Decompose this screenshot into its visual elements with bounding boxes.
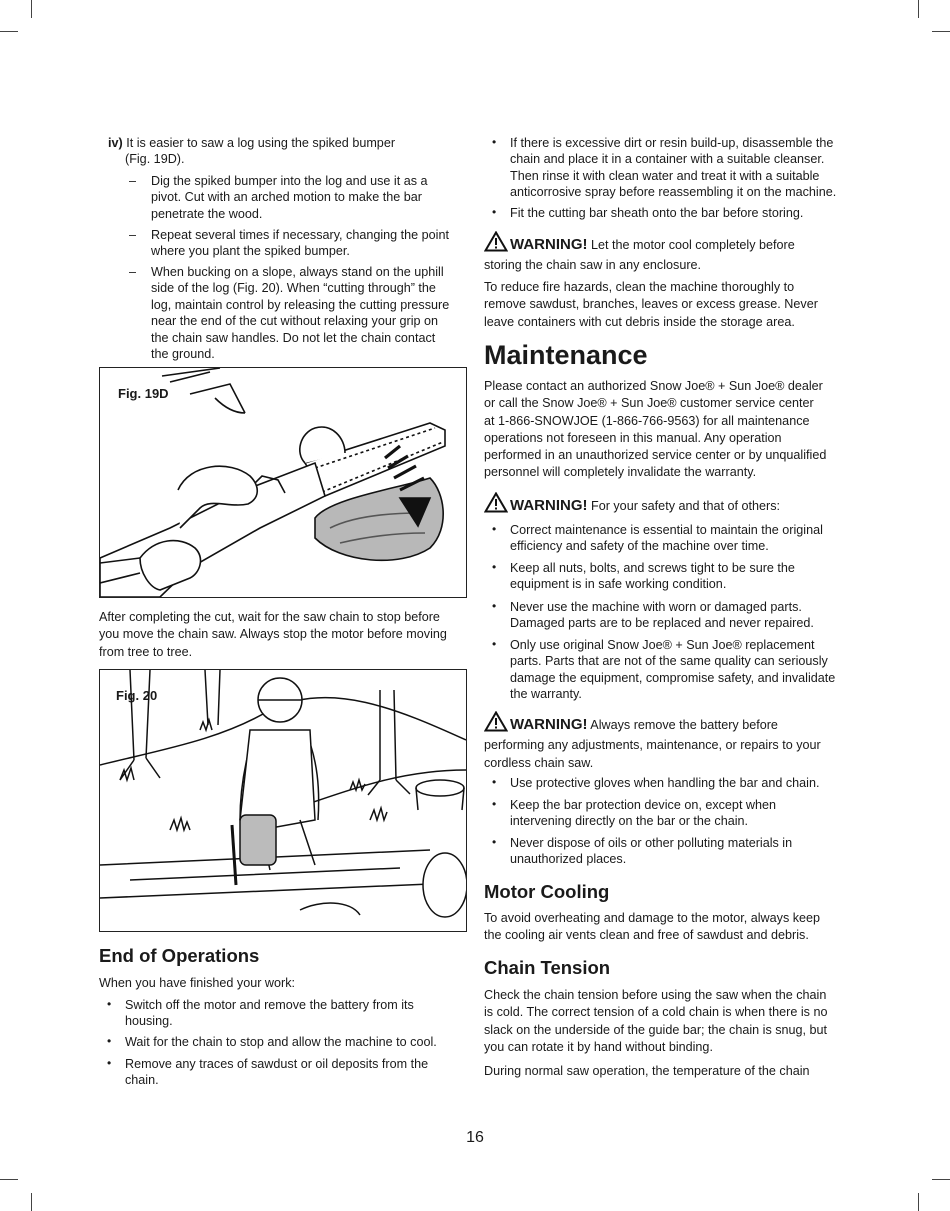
text-line: from tree to tree.: [99, 644, 193, 659]
crop-mark: [918, 0, 919, 18]
chainsaw-bucking-illustration: [100, 368, 466, 597]
bullet-glyph: •: [492, 835, 497, 849]
dash-line: penetrate the wood.: [151, 206, 263, 221]
text-line: operations not foreseen in this manual. Any operation: [484, 430, 782, 445]
step-number: iv): [108, 136, 123, 150]
bullet-line: unauthorized places.: [510, 852, 627, 867]
bullet-line: Remove any traces of sawdust or oil deposits from the: [125, 1057, 429, 1071]
maintenance-bullet: [492, 560, 860, 593]
text-line: leave containers with cut debris inside the storage area.: [484, 314, 795, 329]
step-iv: [108, 135, 476, 168]
crop-mark: [932, 31, 950, 32]
motor-cooling-heading: Motor Cooling: [484, 881, 610, 902]
dash-line: the ground.: [151, 347, 215, 362]
bullet-line: damage the equipment, compromise safety, and invalidate: [510, 670, 836, 685]
maintenance-heading: Maintenance: [484, 340, 648, 370]
warning-text: Let the motor cool completely before: [587, 238, 795, 252]
bullet-glyph: •: [107, 1034, 112, 1048]
bullet-glyph: •: [492, 797, 497, 811]
bullet-line: Keep the bar protection device on, except when: [510, 798, 777, 812]
bullet-line: equipment is in safe working condition.: [510, 577, 727, 592]
dash-item: [129, 264, 471, 362]
text-line: at 1-866-SNOWJOE (1-866-766-9563) for all maintenance: [484, 413, 810, 428]
text-line: or call the Snow Joe® + Sun Joe® customer service center: [484, 396, 814, 411]
crop-mark: [31, 1193, 32, 1211]
battery-bullet: [492, 775, 860, 791]
warning-label: WARNING!: [510, 236, 588, 253]
bullet-glyph: •: [492, 775, 497, 789]
text-line: is cold. The correct tension of a cold chain is when there is no: [484, 1005, 828, 1020]
normal-operation-paragraph: During normal saw operation, the temperature of the chain: [484, 1064, 810, 1078]
end-of-operations-heading: End of Operations: [99, 945, 260, 966]
text-line: performed in an unauthorized service center or by unqualified: [484, 448, 827, 463]
end-bullet: [107, 1056, 470, 1089]
dash-line: where you plant the spiked bumper.: [151, 244, 350, 259]
warning-text: Always remove the battery before: [587, 718, 778, 732]
bullet-glyph: •: [492, 522, 497, 536]
bullet-glyph: •: [107, 1056, 112, 1070]
maintenance-paragraph: [484, 378, 856, 482]
bullet-line: chain and place it in a container with a suitable cleanser.: [510, 152, 825, 167]
chain-tension-heading: Chain Tension: [484, 957, 611, 978]
end-bullet: [107, 997, 470, 1030]
warning-block: [484, 231, 856, 275]
storage-bullet: [492, 205, 860, 221]
text-line: remove sawdust, branches, leaves or excess grease. Never: [484, 297, 818, 312]
maintenance-bullet: [492, 522, 860, 555]
bullet-line: Use protective gloves when handling the bar and chain.: [510, 776, 820, 790]
dash-line: the chain saw handles. Do not let the chain contact: [151, 330, 436, 345]
bullet-line: Never dispose of oils or other polluting materials in: [510, 836, 793, 850]
text-line: To avoid overheating and damage to the motor, always keep: [484, 911, 821, 925]
warning-label: WARNING!: [510, 716, 588, 733]
bullet-line: housing.: [125, 1014, 173, 1029]
warning-triangle-icon: [484, 711, 508, 737]
bullet-glyph: •: [107, 997, 112, 1011]
warning-text: cordless chain saw.: [484, 755, 594, 770]
battery-bullet: [492, 835, 860, 868]
bullet-glyph: •: [492, 560, 497, 574]
warning-label: WARNING!: [510, 497, 588, 514]
bullet-line: Damaged parts are to be replaced and never repaired.: [510, 616, 814, 631]
dash-line: Repeat several times if necessary, changing the point: [151, 228, 449, 242]
warning-block: [484, 492, 856, 518]
step-text-cont: (Fig. 19D).: [125, 152, 185, 167]
battery-bullet: [492, 797, 860, 830]
dash-line: pivot. Cut with an arched motion to make the bar: [151, 190, 422, 205]
bullet-line: intervening directly on the bar or the chain.: [510, 814, 749, 829]
maintenance-bullet: [492, 599, 860, 632]
figure-label: Fig. 19D: [118, 386, 169, 401]
bullet-line: If there is excessive dirt or resin build-up, disassemble the: [510, 136, 834, 150]
bullet-line: Then rinse it with clean water and treat it with a suitable: [510, 168, 820, 183]
crop-mark: [0, 31, 18, 32]
crop-mark: [918, 1193, 919, 1211]
dash-item: [129, 173, 471, 222]
text-line: you can rotate it by hand without binding.: [484, 1039, 713, 1054]
dash-mark: –: [129, 228, 137, 242]
end-bullet: [107, 1034, 470, 1050]
text-line: Check the chain tension before using the saw when the chain: [484, 988, 827, 1002]
bullet-line: Never use the machine with worn or damaged parts.: [510, 600, 802, 614]
crop-mark: [0, 1179, 18, 1180]
text-line: To reduce fire hazards, clean the machine thoroughly to: [484, 280, 795, 294]
bullet-glyph: •: [492, 599, 497, 613]
text-line: slack on the underside of the guide bar; the chain is snug, but: [484, 1022, 828, 1037]
warning-text: For your safety and that of others:: [587, 499, 781, 513]
operator-on-slope-illustration: [100, 670, 466, 931]
figure-label: Fig. 20: [116, 688, 158, 703]
fire-hazard-paragraph: [484, 279, 856, 331]
maintenance-bullet: [492, 637, 860, 703]
text-line: you move the chain saw. Always stop the motor before moving: [99, 627, 447, 642]
dash-mark: –: [129, 174, 137, 188]
after-cut-paragraph: [99, 609, 471, 661]
bullet-glyph: •: [492, 135, 497, 149]
storage-bullet: [492, 135, 860, 201]
bullet-line: Keep all nuts, bolts, and screws tight to be sure the: [510, 561, 795, 575]
bullet-glyph: •: [492, 205, 497, 219]
dash-item: [129, 227, 471, 260]
end-intro: When you have finished your work:: [99, 976, 296, 990]
dash-line: log, maintain control by releasing the cutting pressure: [151, 297, 450, 312]
text-line: After completing the cut, wait for the saw chain to stop before: [99, 610, 440, 624]
dash-line: near the end of the cut without relaxing your grip on: [151, 314, 439, 329]
bullet-line: Correct maintenance is essential to maintain the original: [510, 523, 823, 537]
bullet-line: parts. Parts that are not of the same quality can seriously: [510, 654, 828, 669]
warning-text: performing any adjustments, maintenance, or repairs to your: [484, 738, 821, 753]
motor-cooling-paragraph: [484, 910, 856, 945]
text-line: personnel will completely invalidate the warranty.: [484, 465, 757, 480]
warning-triangle-icon: [484, 231, 508, 257]
warning-text: storing the chain saw in any enclosure.: [484, 258, 702, 273]
figure-19d: [99, 367, 467, 598]
bullet-line: Switch off the motor and remove the battery from its: [125, 998, 414, 1012]
bullet-glyph: •: [492, 637, 497, 651]
text-line: the cooling air vents clean and free of sawdust and debris.: [484, 928, 809, 943]
warning-triangle-icon: [484, 492, 508, 518]
dash-line: When bucking on a slope, always stand on the uphill: [151, 265, 444, 279]
crop-mark: [31, 0, 32, 18]
page-number: 16: [466, 1129, 484, 1146]
bullet-line: Only use original Snow Joe® + Sun Joe® replacement: [510, 638, 815, 652]
dash-mark: –: [129, 265, 137, 279]
step-text: It is easier to saw a log using the spiked bumper: [126, 136, 396, 150]
bullet-line: Fit the cutting bar sheath onto the bar before storing.: [510, 206, 804, 220]
bullet-line: anticorrosive spray before reassembling it on the machine.: [510, 185, 837, 200]
dash-line: Dig the spiked bumper into the log and use it as a: [151, 174, 428, 188]
bullet-line: efficiency and safety of the machine over time.: [510, 539, 769, 554]
text-line: Please contact an authorized Snow Joe® + Sun Joe® dealer: [484, 379, 823, 393]
bullet-line: Wait for the chain to stop and allow the machine to cool.: [125, 1035, 437, 1049]
bullet-line: chain.: [125, 1073, 159, 1088]
chain-tension-paragraph: [484, 987, 856, 1056]
dash-line: side of the log (Fig. 20). When “cutting through” the: [151, 281, 436, 296]
bullet-line: the warranty.: [510, 687, 582, 702]
crop-mark: [932, 1179, 950, 1180]
warning-block: [484, 711, 856, 772]
figure-20: [99, 669, 467, 932]
